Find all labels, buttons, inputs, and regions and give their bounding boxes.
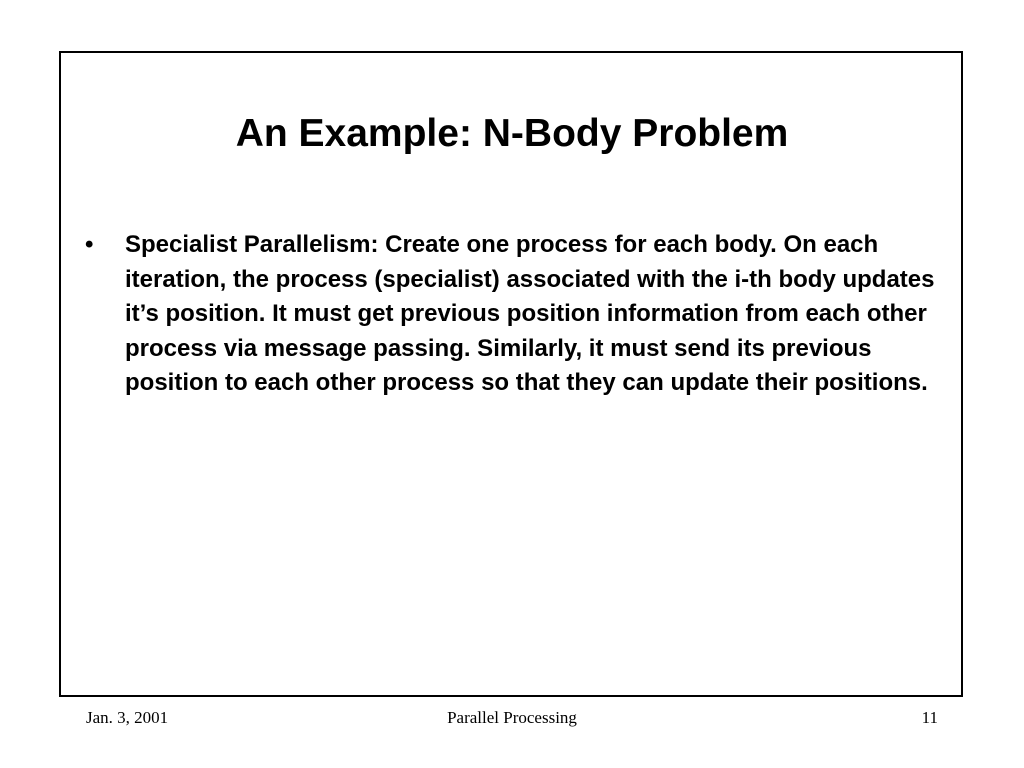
footer-page-number: 11 (921, 708, 938, 727)
bullet-dot-icon: • (85, 231, 94, 258)
footer-course: Parallel Processing (447, 708, 577, 727)
slide-title: An Example: N-Body Problem (235, 112, 789, 155)
bullet-list (85, 228, 945, 401)
bullet-text: Specialist Parallelism: Create one process for each body. On each iteration, the process (specialist) associated with the i-th body updates it’s position. It must get previous position information from each other process via message passing. Similarly, it must send its previous position to each other process so that they can update their positions. (125, 231, 935, 396)
bullet-item (85, 228, 945, 401)
footer-date: Jan. 3, 2001 (86, 708, 169, 727)
